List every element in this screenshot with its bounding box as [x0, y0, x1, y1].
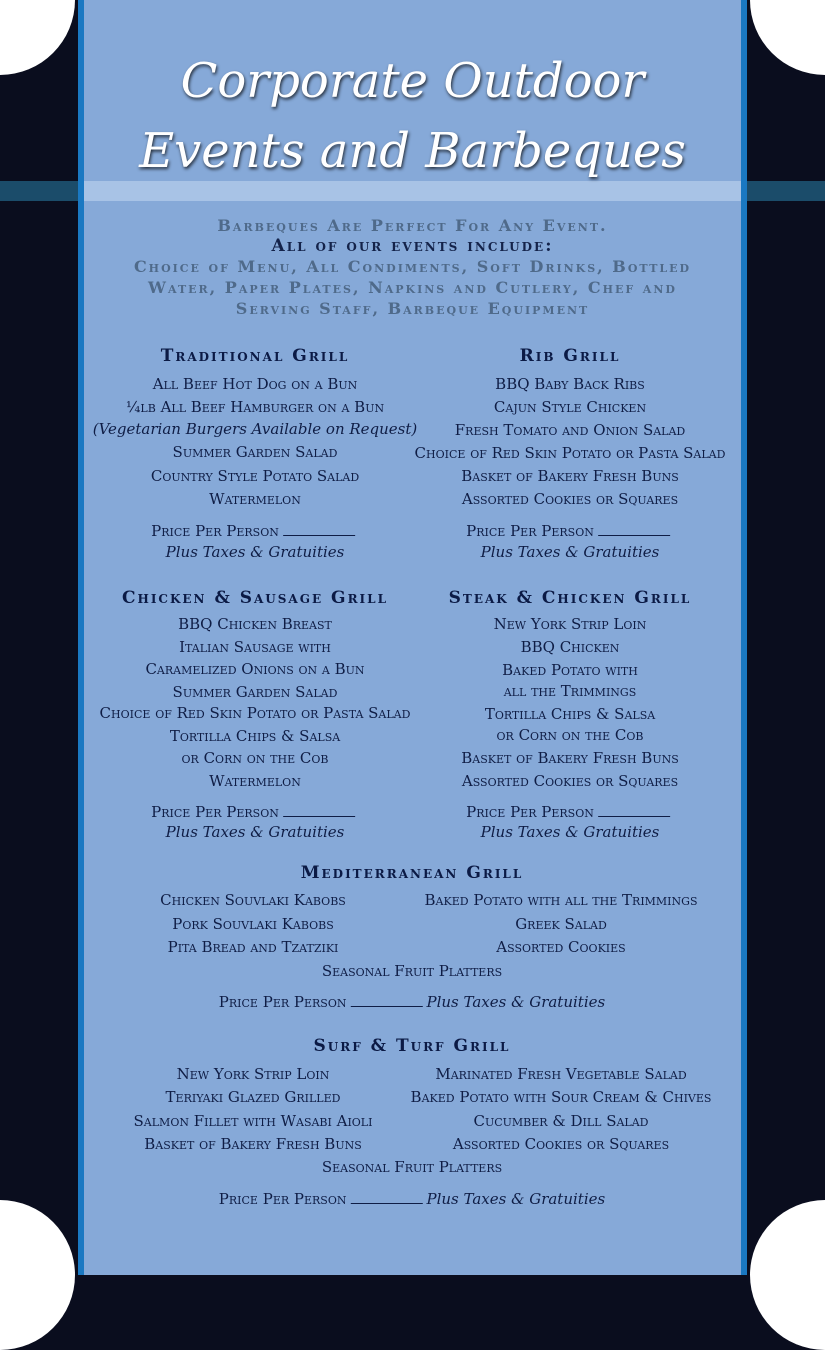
taxes-note: Plus Taxes & Gratuities	[480, 543, 660, 561]
taxes-note: Plus Taxes & Gratuities	[480, 823, 660, 841]
menu-item: New York Strip Loin	[493, 615, 647, 633]
taxes-note: Plus Taxes & Gratuities	[165, 543, 345, 561]
menu-item: Pita Bread and Tzatziki	[167, 938, 339, 956]
price-per-person: Price Per Person	[151, 523, 359, 539]
menu-item: Teriyaki Glazed Grilled	[165, 1088, 341, 1106]
menu-item: Basket of Bakery Fresh Buns	[461, 467, 679, 485]
menu-item: Choice of Red Skin Potato or Pasta Salad	[99, 704, 411, 722]
menu-item: Italian Sausage with	[179, 638, 331, 656]
menu-item: Summer Garden Salad	[172, 443, 338, 461]
intro-line: Serving Staff, Barbeque Equipment	[235, 299, 590, 318]
price-blank	[283, 523, 355, 536]
title-line-2: Events and Barbeques	[139, 123, 686, 179]
menu-item: BBQ Chicken Breast	[178, 615, 332, 633]
menu-item: Caramelized Onions on a Bun	[145, 660, 365, 678]
menu-item: Cucumber & Dill Salad	[473, 1112, 649, 1130]
menu-item: Watermelon	[209, 772, 301, 790]
menu-item: Baked Potato with Sour Cream & Chives	[410, 1088, 712, 1106]
menu-item: or Corn on the Cob	[181, 749, 329, 767]
menu-item: Fresh Tomato and Onion Salad	[454, 421, 686, 439]
menu-item: BBQ Baby Back Ribs	[495, 375, 645, 393]
price-per-person: Price Per Person	[466, 523, 674, 539]
menu-item: Assorted Cookies or Squares	[461, 772, 679, 790]
title-line-1: Corporate Outdoor	[180, 53, 645, 109]
panel-band	[84, 181, 741, 201]
menu-item: Baked Potato with	[502, 661, 638, 679]
menu-item: Assorted Cookies or Squares	[452, 1135, 670, 1153]
traditional-grill-heading: Traditional Grill	[160, 346, 350, 366]
menu-item: Tortilla Chips & Salsa	[169, 727, 341, 745]
price-blank	[598, 804, 670, 817]
menu-note: (Vegetarian Burgers Available on Request)	[92, 420, 418, 438]
menu-item: Choice of Red Skin Potato or Pasta Salad	[414, 444, 726, 462]
menu-item: Tortilla Chips & Salsa	[484, 705, 656, 723]
corner-notch	[0, 1200, 75, 1350]
menu-item: All Beef Hot Dog on a Bun	[152, 375, 358, 393]
steak-chicken-grill-heading: Steak & Chicken Grill	[448, 588, 692, 608]
menu-item: or Corn on the Cob	[496, 726, 644, 744]
mediterranean-grill-heading: Mediterranean Grill	[300, 863, 524, 883]
price-blank	[283, 804, 355, 817]
menu-item: Basket of Bakery Fresh Buns	[144, 1135, 362, 1153]
rib-grill-heading: Rib Grill	[519, 346, 621, 366]
menu-item: Basket of Bakery Fresh Buns	[461, 749, 679, 767]
menu-item: Watermelon	[209, 490, 301, 508]
menu-item: Seasonal Fruit Platters	[321, 1158, 503, 1176]
taxes-note: Plus Taxes & Gratuities	[165, 823, 345, 841]
menu-item: Salmon Fillet with Wasabi Aioli	[133, 1112, 373, 1130]
menu-item: ¼lb All Beef Hamburger on a Bun	[125, 398, 385, 416]
menu-item: Baked Potato with all the Trimmings	[424, 891, 698, 909]
menu-item: Cajun Style Chicken	[493, 398, 647, 416]
surf-turf-grill-heading: Surf & Turf Grill	[313, 1036, 511, 1056]
menu-item: Chicken Souvlaki Kabobs	[160, 891, 346, 909]
menu-item: Assorted Cookies	[496, 938, 626, 956]
panel-edge-right	[741, 0, 747, 1275]
corner-notch	[750, 0, 825, 75]
menu-item: Assorted Cookies or Squares	[461, 490, 679, 508]
price-blank	[350, 994, 422, 1007]
menu-item: Summer Garden Salad	[172, 683, 338, 701]
menu-item: New York Strip Loin	[176, 1065, 330, 1083]
price-blank	[598, 523, 670, 536]
intro-line: All of our events include:	[271, 236, 554, 256]
menu-item: all the Trimmings	[503, 682, 637, 700]
intro-line: Water, Paper Plates, Napkins and Cutlery, Chef and	[148, 278, 677, 297]
price-per-person: Price Per Person Plus Taxes & Gratuities	[218, 993, 606, 1011]
price-per-person: Price Per Person	[466, 804, 674, 820]
price-blank	[350, 1191, 422, 1204]
menu-item: Pork Souvlaki Kabobs	[172, 915, 334, 933]
menu-item: BBQ Chicken	[520, 638, 620, 656]
menu-item: Marinated Fresh Vegetable Salad	[435, 1065, 687, 1083]
chicken-sausage-grill-heading: Chicken & Sausage Grill	[121, 588, 389, 608]
corner-notch	[0, 0, 75, 75]
price-per-person: Price Per Person	[151, 804, 359, 820]
menu-item: Greek Salad	[515, 915, 607, 933]
price-per-person: Price Per Person Plus Taxes & Gratuities	[218, 1190, 606, 1208]
corner-notch	[750, 1200, 825, 1350]
menu-item: Seasonal Fruit Platters	[321, 962, 503, 980]
menu-item: Country Style Potato Salad	[150, 467, 360, 485]
intro-line: Barbeques Are Perfect For Any Event.	[217, 216, 608, 235]
intro-line: Choice of Menu, All Condiments, Soft Drinks, Bottled	[133, 257, 692, 276]
